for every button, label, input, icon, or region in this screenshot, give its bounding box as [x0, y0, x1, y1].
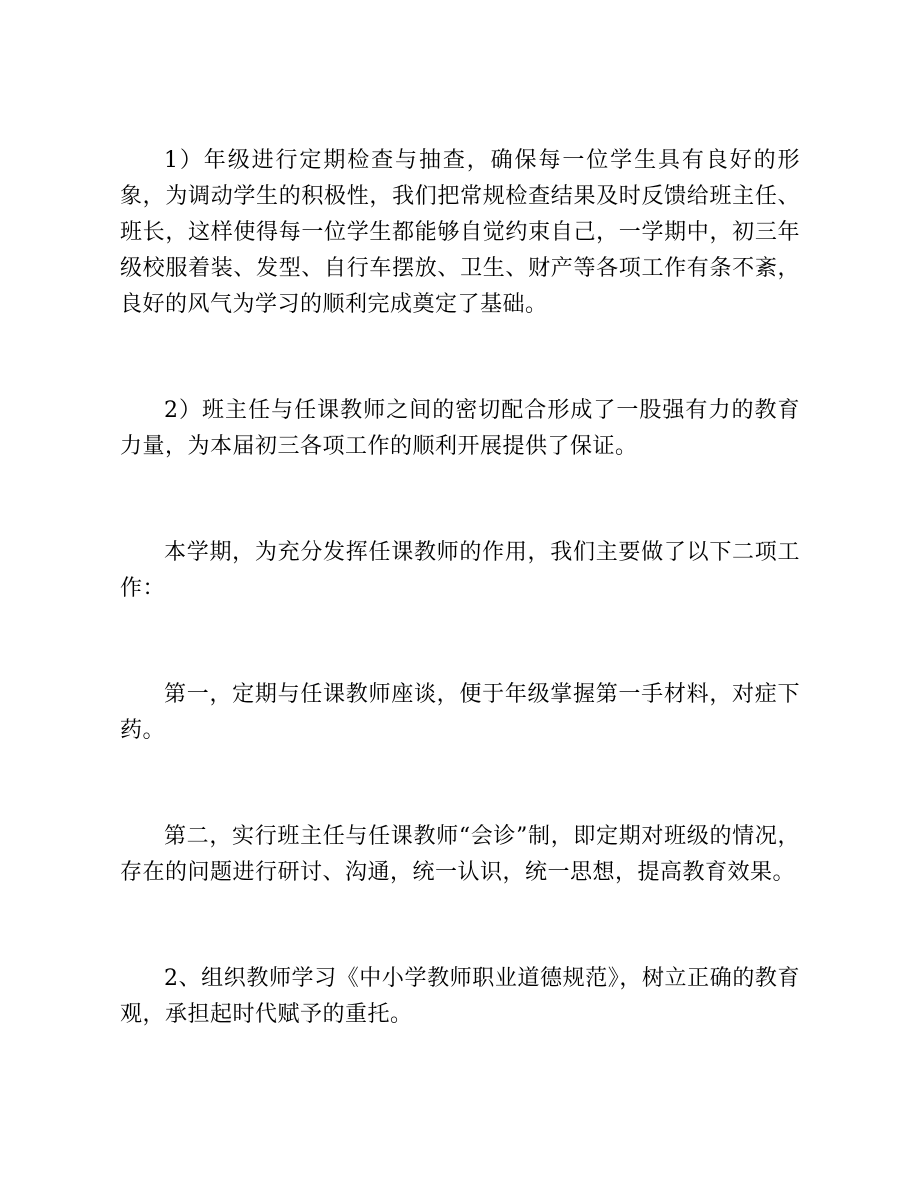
paragraph-first-item: 第一，定期与任课教师座谈，便于年级掌握第一手材料，对症下药。 — [120, 682, 800, 743]
paragraph-teacher-cooperation: 2）班主任与任课教师之间的密切配合形成了一股强有力的教育力量，为本届初三各项工作的顺利开展提供了保证。 — [120, 398, 800, 459]
paragraph-ethics-study: 2、组织教师学习《中小学教师职业道德规范》，树立正确的教育观，承担起时代赋予的重托。 — [120, 966, 800, 1027]
paragraph-routine-inspection: 1）年级进行定期检查与抽查，确保每一位学生具有良好的形象，为调动学生的积极性，我们把常规检查结果及时反馈给班主任、班长，这样使得每一位学生都能够自觉约束自己，一学期中，初三年级校服着装、发型、自行车摆放、卫生、财产等各项工作有条不紊，良好的风气为学习的顺利完成奠定了基础。 — [120, 148, 800, 317]
paragraph-semester-work-intro: 本学期，为充分发挥任课教师的作用，我们主要做了以下二项工作： — [120, 540, 800, 601]
paragraph-second-item: 第二，实行班主任与任课教师“会诊”制，即定期对班级的情况，存在的问题进行研讨、沟通，统一认识，统一思想，提高教育效果。 — [120, 824, 800, 885]
document-body — [120, 143, 800, 1033]
